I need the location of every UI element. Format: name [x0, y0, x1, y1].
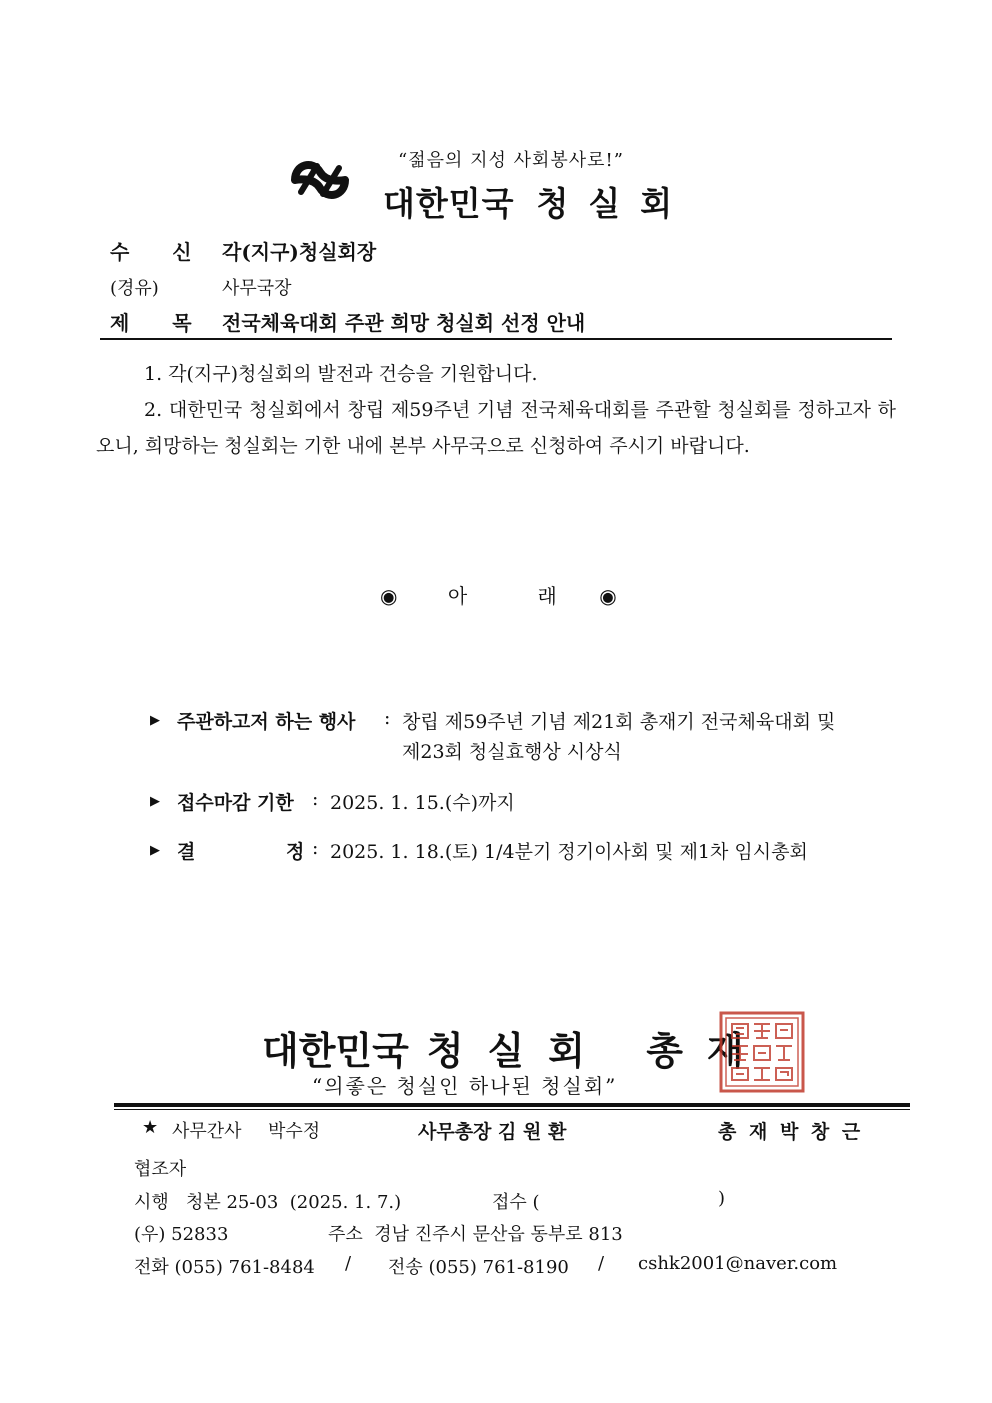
bullet-icon: ▶ — [150, 713, 160, 728]
subject-label: 제 목 — [110, 311, 210, 335]
president: 총 재 박 창 근 — [718, 1121, 864, 1143]
organization-logo-icon — [287, 152, 353, 208]
item-deadline-value: 2025. 1. 15.(수)까지 — [330, 792, 515, 814]
notice-char-1: 아 — [447, 584, 468, 608]
item-event-label: 주관하고저 하는 행사 — [177, 711, 356, 733]
separator-1: / — [345, 1253, 352, 1274]
staff-name: 박수정 — [268, 1121, 321, 1142]
notice-mark-left-icon: ◉ — [380, 584, 398, 608]
footer-org-name — [262, 1020, 768, 1075]
staff-label: 사무간사 — [172, 1121, 242, 1142]
phone: 전화 (055) 761-8484 — [134, 1257, 315, 1278]
footer-motto: “의좋은 청실인 하나된 청실회” — [312, 1074, 618, 1098]
secretary-general: 사무총장 김 원 환 — [418, 1121, 567, 1143]
star-icon: ★ — [142, 1117, 159, 1138]
via-label: (경유) — [110, 278, 159, 299]
item-decision-label-a: 결 — [177, 841, 196, 863]
item-deadline-colon: : — [312, 788, 319, 810]
via-value: 사무국장 — [222, 278, 292, 299]
issue-number: 시행 청본 25-03 (2025. 1. 7.) — [134, 1192, 402, 1213]
notice-heading — [380, 580, 617, 609]
organization-name — [383, 178, 692, 225]
item-decision-value: 2025. 1. 18.(토) 1/4분기 정기이사회 및 제1차 임시총회 — [330, 841, 808, 863]
notice-mark-right-icon: ◉ — [599, 584, 617, 608]
cooperator-label: 협조자 — [134, 1159, 187, 1180]
receipt-label: 접수 ( — [492, 1192, 540, 1213]
footer-org-part1: 대한민국 — [262, 1028, 409, 1073]
official-seal-icon — [718, 1010, 806, 1094]
org-name-part1: 대한민국 — [383, 184, 515, 223]
postal-code: (우) 52833 — [134, 1224, 229, 1245]
bullet-icon: ▶ — [150, 843, 160, 858]
separator-2: / — [598, 1253, 605, 1274]
bullet-icon: ▶ — [150, 794, 160, 809]
item-decision-label-b: 정 — [286, 841, 305, 863]
item-decision-colon: : — [312, 837, 319, 859]
header-divider — [100, 338, 892, 340]
recipient-label: 수 신 — [110, 240, 210, 264]
item-event-value-line1: 창립 제59주년 기념 제21회 총재기 전국체육대회 및 — [402, 711, 836, 733]
item-event-colon: : — [384, 707, 391, 729]
address: 주소 경남 진주시 문산읍 동부로 813 — [328, 1224, 623, 1245]
notice-char-2: 래 — [537, 584, 557, 608]
item-deadline-label: 접수마감 기한 — [177, 792, 294, 814]
subject-value: 전국체육대회 주관 희망 청실회 선정 안내 — [222, 311, 586, 335]
footer-divider-thin — [114, 1109, 910, 1110]
paragraph-2: 2. 대한민국 청실회에서 창립 제59주년 기념 전국체육대회를 주관할 청실회를 정하고자 하오니, 희망하는 청실회는 기한 내에 본부 사무국으로 신청하여 주시기 바랍니다. — [96, 399, 896, 457]
receipt-close: ) — [718, 1188, 726, 1209]
recipient-value: 각(지구)청실회장 — [222, 240, 377, 264]
email-link[interactable]: cshk2001@naver.com — [638, 1253, 838, 1274]
item-event-value-line2: 제23회 청실효행상 시상식 — [402, 741, 622, 763]
fax: 전송 (055) 761-8190 — [388, 1257, 569, 1278]
footer-divider-thick — [114, 1103, 910, 1107]
paragraph-1: 1. 각(지구)청실회의 발전과 건승을 기원합니다. — [144, 363, 538, 385]
org-name-part2: 청실회 — [536, 184, 693, 223]
slogan: “젊음의 지성 사회봉사로!” — [398, 150, 624, 171]
footer-org-part2: 청실회 총재 — [426, 1028, 768, 1073]
